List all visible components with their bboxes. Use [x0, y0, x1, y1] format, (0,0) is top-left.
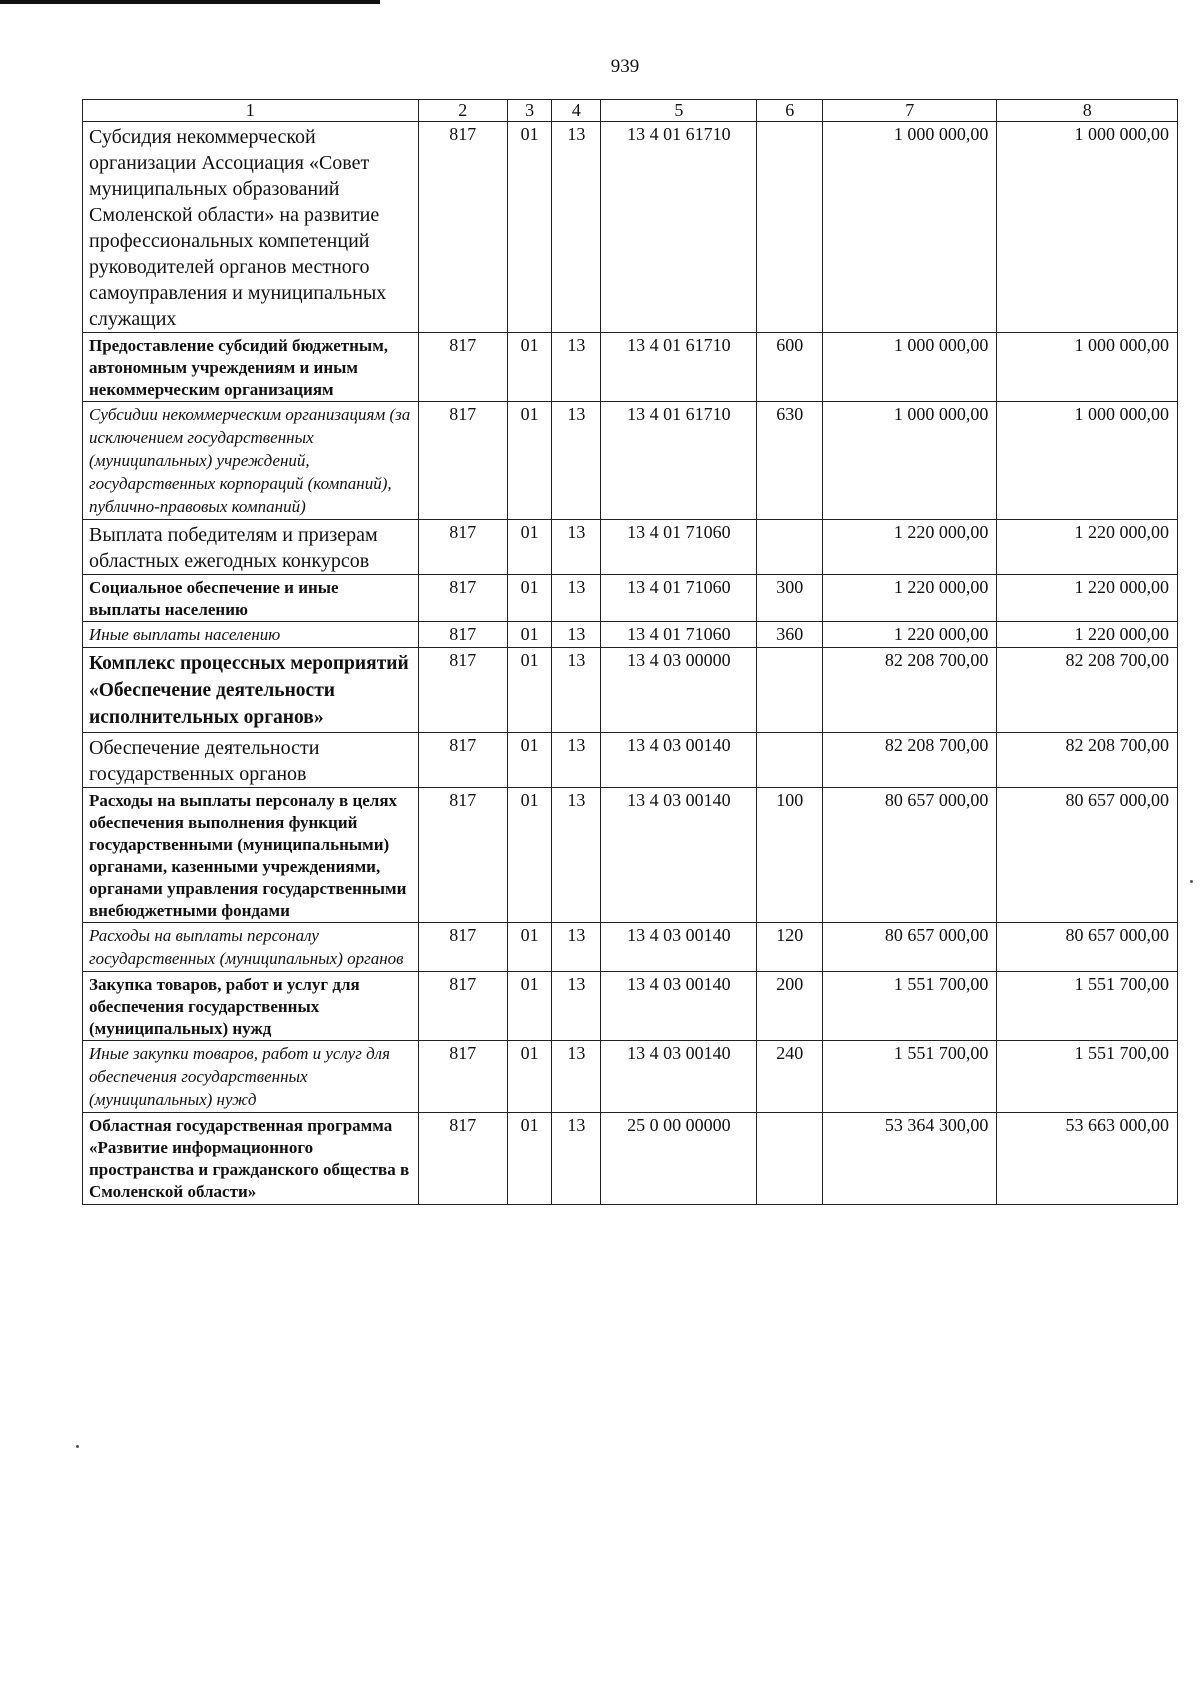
col-6-value: 100: [757, 787, 823, 923]
col-6-value: 300: [757, 574, 823, 621]
col-6-value: [757, 732, 823, 787]
col-7-value: 1 220 000,00: [823, 519, 997, 574]
col-4-value: 13: [552, 1113, 601, 1204]
col-8-value: 1 220 000,00: [997, 574, 1178, 621]
col-8-value: 1 000 000,00: [997, 332, 1178, 401]
row-name: Обеспечение деятельности государственных органов: [83, 732, 419, 787]
row-name: Субсидия некоммерческой организации Ассоциация «Совет муниципальных образований Смоленской области» на развитие профессиональных компетенций руководителей органов местного самоуправления и муниципальных служащих: [83, 121, 419, 332]
col-2-value: 817: [418, 923, 507, 972]
col-7-value: 82 208 700,00: [823, 647, 997, 732]
col-5-value: 13 4 03 00140: [601, 1041, 757, 1113]
col-7-value: 53 364 300,00: [823, 1113, 997, 1204]
col-7-value: 1 000 000,00: [823, 332, 997, 401]
col-2-value: 817: [418, 401, 507, 519]
col-2-value: 817: [418, 121, 507, 332]
col-8-value: 1 551 700,00: [997, 1041, 1178, 1113]
col-4-value: 13: [552, 1041, 601, 1113]
scan-speck: [76, 1445, 79, 1448]
col-3-value: 01: [507, 621, 552, 647]
col-4-value: 13: [552, 923, 601, 972]
table-row: [83, 972, 1178, 1041]
col-5-value: 13 4 03 00140: [601, 923, 757, 972]
col-3-value: 01: [507, 1113, 552, 1204]
col-3-value: 01: [507, 401, 552, 519]
table-row: [83, 574, 1178, 621]
col-7-value: 1 551 700,00: [823, 972, 997, 1041]
table-row: [83, 1041, 1178, 1113]
header-row: [83, 100, 1178, 122]
col-8-value: 1 220 000,00: [997, 519, 1178, 574]
col-8-value: 53 663 000,00: [997, 1113, 1178, 1204]
col-5-value: 13 4 01 61710: [601, 121, 757, 332]
row-name: Расходы на выплаты персоналу государственных (муниципальных) органов: [83, 923, 419, 972]
col-3-value: 01: [507, 923, 552, 972]
col-4-value: 13: [552, 574, 601, 621]
col-6-value: 240: [757, 1041, 823, 1113]
col-6-value: 600: [757, 332, 823, 401]
budget-table: [82, 99, 1178, 1205]
row-name: Социальное обеспечение и иные выплаты населению: [83, 574, 419, 621]
col-7-value: 80 657 000,00: [823, 923, 997, 972]
col-7-value: 80 657 000,00: [823, 787, 997, 923]
col-6-value: 630: [757, 401, 823, 519]
row-name: Областная государственная программа «Развитие информационного пространства и гражданского общества в Смоленской области»: [83, 1113, 419, 1204]
col-4-value: 13: [552, 647, 601, 732]
col-2-value: 817: [418, 972, 507, 1041]
col-4-value: 13: [552, 621, 601, 647]
col-8-value: 1 551 700,00: [997, 972, 1178, 1041]
col-3-value: 01: [507, 519, 552, 574]
col-7-value: 1 551 700,00: [823, 1041, 997, 1113]
col-5-value: 13 4 03 00000: [601, 647, 757, 732]
header-col-2: 2: [418, 100, 507, 122]
table-row: [83, 401, 1178, 519]
col-5-value: 13 4 03 00140: [601, 787, 757, 923]
col-6-value: [757, 647, 823, 732]
header-col-6: 6: [757, 100, 823, 122]
table-row: [83, 519, 1178, 574]
col-6-value: 360: [757, 621, 823, 647]
col-5-value: 13 4 01 71060: [601, 519, 757, 574]
scan-speck: [1190, 880, 1193, 883]
header-col-8: 8: [997, 100, 1178, 122]
col-7-value: 1 000 000,00: [823, 121, 997, 332]
header-col-5: 5: [601, 100, 757, 122]
col-4-value: 13: [552, 121, 601, 332]
col-3-value: 01: [507, 1041, 552, 1113]
col-2-value: 817: [418, 621, 507, 647]
col-3-value: 01: [507, 787, 552, 923]
col-6-value: 120: [757, 923, 823, 972]
col-3-value: 01: [507, 574, 552, 621]
col-3-value: 01: [507, 972, 552, 1041]
col-5-value: 13 4 03 00140: [601, 732, 757, 787]
table-row: [83, 647, 1178, 732]
table-row: [83, 732, 1178, 787]
col-2-value: 817: [418, 647, 507, 732]
col-8-value: 1 220 000,00: [997, 621, 1178, 647]
col-2-value: 817: [418, 332, 507, 401]
col-5-value: 13 4 01 61710: [601, 332, 757, 401]
col-5-value: 13 4 03 00140: [601, 972, 757, 1041]
col-8-value: 82 208 700,00: [997, 647, 1178, 732]
col-6-value: [757, 121, 823, 332]
col-3-value: 01: [507, 121, 552, 332]
row-name: Комплекс процессных мероприятий «Обеспечение деятельности исполнительных органов»: [83, 647, 419, 732]
row-name: Иные выплаты населению: [83, 621, 419, 647]
row-name: Расходы на выплаты персоналу в целях обеспечения выполнения функций государственными (муниципальными) органами, казенными учреждениями, органами управления государственными внебюджетными фондами: [83, 787, 419, 923]
row-name: Иные закупки товаров, работ и услуг для обеспечения государственных (муниципальных) нужд: [83, 1041, 419, 1113]
table-body: [83, 121, 1178, 1204]
header-col-1: 1: [83, 100, 419, 122]
col-5-value: 13 4 01 61710: [601, 401, 757, 519]
col-5-value: 13 4 01 71060: [601, 621, 757, 647]
col-8-value: 1 000 000,00: [997, 121, 1178, 332]
col-7-value: 1 220 000,00: [823, 621, 997, 647]
table-row: [83, 621, 1178, 647]
col-3-value: 01: [507, 732, 552, 787]
table-row: [83, 923, 1178, 972]
table-row: [83, 1113, 1178, 1204]
col-2-value: 817: [418, 732, 507, 787]
page-number: 939: [610, 56, 640, 77]
row-name: Закупка товаров, работ и услуг для обеспечения государственных (муниципальных) нужд: [83, 972, 419, 1041]
col-2-value: 817: [418, 1113, 507, 1204]
col-4-value: 13: [552, 332, 601, 401]
table-row: [83, 121, 1178, 332]
table-row: [83, 787, 1178, 923]
col-3-value: 01: [507, 332, 552, 401]
top-rule: [0, 0, 380, 4]
header-col-7: 7: [823, 100, 997, 122]
col-3-value: 01: [507, 647, 552, 732]
row-name: Предоставление субсидий бюджетным, автономным учреждениям и иным некоммерческим организациям: [83, 332, 419, 401]
col-4-value: 13: [552, 401, 601, 519]
row-name: Субсидии некоммерческим организациям (за исключением государственных (муниципальных) учреждений, государственных корпораций (компаний), публично-правовых компаний): [83, 401, 419, 519]
col-8-value: 80 657 000,00: [997, 923, 1178, 972]
col-8-value: 1 000 000,00: [997, 401, 1178, 519]
col-6-value: [757, 1113, 823, 1204]
header-col-4: 4: [552, 100, 601, 122]
col-5-value: 13 4 01 71060: [601, 574, 757, 621]
col-4-value: 13: [552, 519, 601, 574]
col-7-value: 82 208 700,00: [823, 732, 997, 787]
table-row: [83, 332, 1178, 401]
col-4-value: 13: [552, 732, 601, 787]
col-7-value: 1 220 000,00: [823, 574, 997, 621]
col-8-value: 80 657 000,00: [997, 787, 1178, 923]
row-name: Выплата победителям и призерам областных ежегодных конкурсов: [83, 519, 419, 574]
col-2-value: 817: [418, 1041, 507, 1113]
col-5-value: 25 0 00 00000: [601, 1113, 757, 1204]
col-6-value: [757, 519, 823, 574]
col-2-value: 817: [418, 787, 507, 923]
col-4-value: 13: [552, 972, 601, 1041]
col-2-value: 817: [418, 519, 507, 574]
col-6-value: 200: [757, 972, 823, 1041]
header-col-3: 3: [507, 100, 552, 122]
col-4-value: 13: [552, 787, 601, 923]
col-8-value: 82 208 700,00: [997, 732, 1178, 787]
col-2-value: 817: [418, 574, 507, 621]
col-7-value: 1 000 000,00: [823, 401, 997, 519]
